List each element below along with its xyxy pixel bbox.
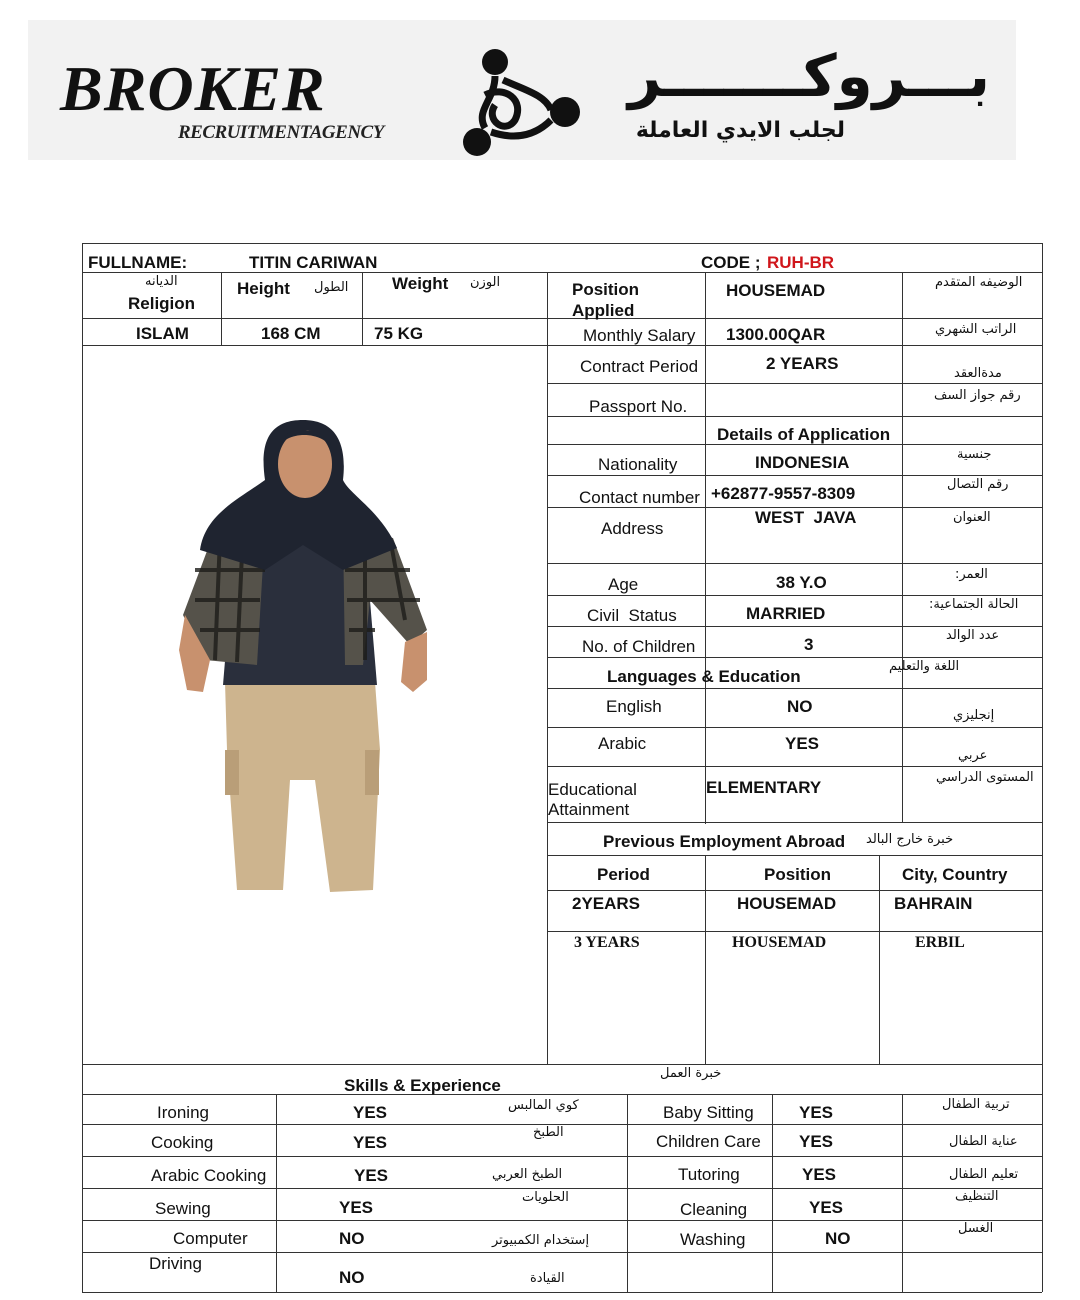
nationality-arabic: جنسية: [957, 447, 992, 462]
details-heading: Details of Application: [717, 425, 891, 444]
employment-period: 2YEARS: [572, 894, 641, 913]
children-value: 3: [804, 635, 814, 654]
employment-period: 3 YEARS: [574, 934, 640, 951]
skill-arabic: عناية الطفال: [949, 1134, 1018, 1149]
skill-label: Cooking: [151, 1133, 214, 1152]
monthly-salary-label: Monthly Salary: [583, 326, 696, 345]
position-applied-value: HOUSEMAD: [726, 281, 826, 300]
nationality-label: Nationality: [598, 455, 678, 474]
skill-arabic: إستخدام الكمبيوتر: [492, 1233, 590, 1248]
employment-col-position: Position: [764, 865, 832, 884]
skill-label: Children Care: [656, 1132, 761, 1151]
education-arabic: المستوى الدراسي: [936, 770, 1034, 785]
skill-value: YES: [799, 1132, 834, 1151]
tagline-arabic: لجلب الايدي العاملة: [635, 118, 845, 143]
skill-label: Sewing: [155, 1199, 211, 1218]
skill-arabic: كوي المالبس: [508, 1098, 579, 1113]
skills-heading-arabic: خبرة العمل: [660, 1066, 722, 1081]
contact-value: +62877-9557-8309: [711, 484, 856, 503]
brand-name-english: BROKER: [60, 53, 326, 124]
employment-city: ERBIL: [915, 934, 965, 951]
contract-period-label: Contract Period: [580, 357, 699, 376]
employment-col-period: Period: [597, 865, 650, 884]
religion-label-arabic: الديانه: [145, 274, 178, 289]
religion-label: Religion: [128, 294, 196, 313]
contact-arabic: رقم التصال: [947, 477, 1009, 492]
skill-value: YES: [353, 1103, 388, 1122]
skill-arabic: الغسل: [958, 1221, 994, 1236]
employment-heading: Previous Employment Abroad: [603, 832, 846, 851]
weight-label-arabic: الوزن: [470, 275, 501, 290]
height-label-arabic: الطول: [314, 280, 349, 295]
skill-arabic: الطبخ العربي: [492, 1167, 563, 1182]
applicant-photo: [165, 420, 440, 900]
fullname-value: TITIN CARIWAN: [249, 253, 378, 272]
tagline-english: RECRUITMENTAGENCY: [178, 122, 384, 143]
monthly-salary-value: 1300.00QAR: [726, 325, 826, 344]
age-arabic: العمر:: [955, 567, 988, 582]
children-label: No. of Children: [582, 637, 696, 656]
height-value: 168 CM: [261, 324, 321, 343]
skill-label: Driving: [149, 1254, 202, 1273]
skill-arabic: الطبخ: [533, 1125, 564, 1140]
skill-value: YES: [799, 1103, 834, 1122]
children-arabic: عدد الوالد: [946, 628, 1000, 643]
skill-arabic: التنظيف: [955, 1189, 999, 1204]
age-value: 38 Y.O: [776, 573, 827, 592]
weight-label: Weight: [392, 274, 449, 293]
contract-period-value: 2 YEARS: [766, 354, 839, 373]
passport-label: Passport No.: [589, 397, 688, 416]
passport-arabic: رقم جواز السف: [934, 388, 1021, 403]
religion-value: ISLAM: [136, 324, 189, 343]
employment-position: HOUSEMAD: [732, 934, 827, 951]
code-label: CODE ;: [701, 253, 761, 272]
address-value: WEST JAVA: [755, 508, 857, 527]
civil-status-value: MARRIED: [746, 604, 826, 623]
skill-label: Arabic Cooking: [151, 1166, 267, 1185]
employment-heading-arabic: خبرة خارج البالد: [866, 832, 954, 847]
monthly-salary-arabic: الراتب الشهري: [935, 322, 1017, 337]
address-label: Address: [601, 519, 664, 538]
skill-value: YES: [354, 1166, 389, 1185]
height-label: Height: [237, 279, 290, 298]
skill-value: NO: [339, 1268, 365, 1287]
skill-label: Baby Sitting: [663, 1103, 754, 1122]
employment-position: HOUSEMAD: [737, 894, 837, 913]
skill-arabic: القيادة: [530, 1271, 565, 1286]
arabic-value: YES: [785, 734, 820, 753]
arabic-label: Arabic: [598, 734, 647, 753]
civil-status-label: Civil Status: [587, 606, 677, 625]
skill-label: Cleaning: [680, 1200, 748, 1219]
civil-status-arabic: الحالة الجتماعية:: [929, 597, 1019, 612]
skill-value: NO: [825, 1229, 851, 1248]
weight-value: 75 KG: [374, 324, 424, 343]
position-applied-arabic: الوضيفه المتقدم: [935, 275, 1023, 290]
languages-heading: Languages & Education: [607, 667, 801, 686]
education-value: ELEMENTARY: [706, 778, 822, 797]
employment-col-city: City, Country: [902, 865, 1008, 884]
education-label-line2: Attainment: [548, 800, 630, 819]
address-arabic: العنوان: [953, 510, 991, 525]
three-circle-knot-logo-icon: [455, 40, 595, 160]
age-label: Age: [608, 575, 639, 594]
skill-value: YES: [809, 1198, 844, 1217]
skill-arabic: تربية الطفال: [942, 1097, 1010, 1112]
english-label: English: [606, 697, 662, 716]
contact-label: Contact number: [579, 488, 700, 507]
code-value: RUH-BR: [767, 253, 835, 272]
skill-arabic: تعليم الطفال: [949, 1167, 1019, 1182]
skill-value: YES: [339, 1198, 374, 1217]
position-applied-label: Position Applied: [572, 280, 640, 320]
contract-period-arabic: مدةالعقد: [954, 366, 1002, 381]
skill-label: Tutoring: [678, 1165, 740, 1184]
skill-label: Computer: [173, 1229, 248, 1248]
skill-label: Ironing: [157, 1103, 209, 1122]
skill-label: Washing: [680, 1230, 746, 1249]
arabic-arabic: عربي: [958, 748, 988, 763]
english-value: NO: [787, 697, 813, 716]
fullname-label: FULLNAME:: [88, 253, 188, 272]
nationality-value: INDONESIA: [755, 453, 850, 472]
languages-heading-arabic: اللغة والتعليم: [889, 659, 960, 674]
brand-name-arabic: بـــروكـــــــر: [628, 42, 990, 110]
employment-city: BAHRAIN: [894, 894, 973, 913]
education-label-line1: Educational: [548, 780, 637, 799]
english-arabic: إنجليزي: [953, 708, 995, 723]
skills-heading: Skills & Experience: [344, 1076, 501, 1095]
skill-value: YES: [802, 1165, 837, 1184]
skill-arabic: الحلويات: [522, 1190, 569, 1205]
skill-value: YES: [353, 1133, 388, 1152]
skill-value: NO: [339, 1229, 365, 1248]
